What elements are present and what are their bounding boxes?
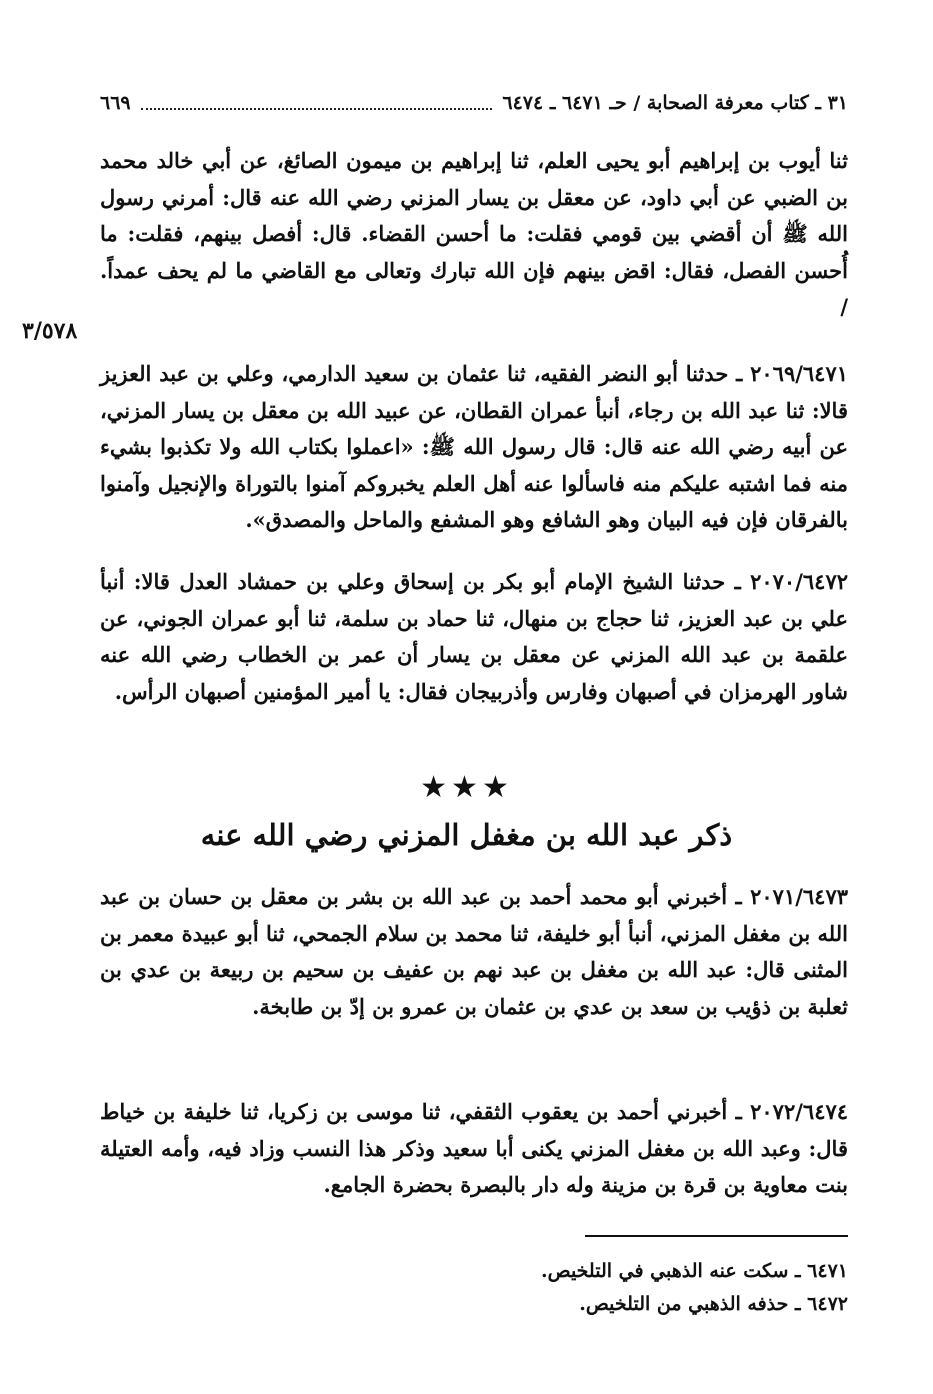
chapter-title: ٣١ ـ كتاب معرفة الصحابة / حـ ٦٤٧١ ـ ٦٤٧٤ xyxy=(502,92,848,114)
footnote: ٦٤٧٢ ـ حذفه الذهبي من التلخيص. xyxy=(579,1293,848,1315)
hadith-number: ٢٠٧٠/٦٤٧٢ ـ xyxy=(734,569,848,594)
hadith-text: حدثنا أبو النضر الفقيه، ثنا عثمان بن سعيد الدارمي، وعلي بن عبد العزيز قالا: ثنا عبد الله بن رجاء، أنبأ عمران القطان، عن عبيد الله بن معقل بن يسار المزني، عن أبيه رضي الله عنه قال: قال رسول الله ﷺ: «اعملوا بكتاب الله ولا تكذبوا بشيء منه فما اشتبه عليكم منه فاسألوا عنه أهل العلم يخبروكم آمنوا بالتوراة والإنجيل وآمنوا بالفرقان فإن فيه البيان وهو الشافع وهو المشفع والماحل والمصدق». xyxy=(100,361,848,532)
section-ornament-stars: ★★★ xyxy=(420,770,513,805)
header-leader-dots xyxy=(141,96,493,110)
running-header xyxy=(100,88,848,118)
hadith-paragraph xyxy=(100,564,848,710)
hadith-paragraph xyxy=(100,879,848,1025)
hadith-number: ٢٠٧١/٦٤٧٣ ـ xyxy=(735,884,849,909)
footnote-separator-rule xyxy=(585,1235,848,1237)
hadith-text: أخبرني أبو محمد أحمد بن عبد الله بن بشر بن معقل بن حسان بن عبد الله بن مغفل المزني، أنبأ أبو خليفة، ثنا محمد بن سلام الجمحي، ثنا أبو عبيدة معمر بن المثنى قال: عبد الله بن مغفل بن عبد نهم بن عفيف بن سحيم بن ربيعة بن عدي بن ثعلبة بن ذؤيب بن سعد بن عدي بن عثمان بن عمرو بن إدّ بن طابخة. xyxy=(100,884,848,1019)
page-number: ٦٦٩ xyxy=(100,92,131,114)
footnotes xyxy=(300,1255,848,1321)
hadith-text: ثنا أيوب بن إبراهيم أبو يحيى العلم، ثنا إبراهيم بن ميمون الصائغ، عن أبي خالد محمد بن الضبي عن أبي داود، عن معقل بن يسار المزني رضي الله عنه قال: أمرني رسول الله ﷺ أن أقضي بين قومي فقلت: ما أحسن القضاء. قال: أفصل بينهم، فقلت: ما أُحسن الفصل، فقال: اقض بينهم فإن الله تبارك وتعالى مع القاضي ما لم يحف عمداً. / xyxy=(100,148,848,319)
hadith-number: ٢٠٧٢/٦٤٧٤ ـ xyxy=(735,1099,849,1124)
margin-volume-page-reference: ٣/٥٧٨ xyxy=(22,318,78,344)
hadith-paragraph xyxy=(100,1094,848,1204)
hadith-paragraph xyxy=(100,356,848,539)
hadith-text: حدثنا الشيخ الإمام أبو بكر بن إسحاق وعلي بن حمشاد العدل قالا: أنبأ علي بن عبد العزيز، ثنا حجاج بن منهال، ثنا حماد بن سلمة، ثنا أبو عمران الجوني، عن علقمة بن عبد الله المزني عن معقل بن يسار أن عمر بن الخطاب رضي الله عنه شاور الهرمزان في أصبهان وفارس وأذربيجان فقال: يا أمير المؤمنين أصبهان الرأس. xyxy=(100,569,848,704)
hadith-text: أخبرني أحمد بن يعقوب الثقفي، ثنا موسى بن زكريا، ثنا خليفة بن خياط قال: وعبد الله بن مغفل المزني يكنى أبا سعيد وذكر هذا النسب وزاد فيه، وأمه العتيلة بنت معاوية بن قرة بن مزينة وله دار بالبصرة بحضرة الجامع. xyxy=(100,1099,848,1197)
paragraph-continuation xyxy=(100,143,848,326)
footnote: ٦٤٧١ ـ سكت عنه الذهبي في التلخيص. xyxy=(541,1260,848,1282)
hadith-number: ٢٠٦٩/٦٤٧١ ـ xyxy=(736,361,849,386)
section-heading: ذكر عبد الله بن مغفل المزني رضي الله عنه xyxy=(200,818,733,852)
